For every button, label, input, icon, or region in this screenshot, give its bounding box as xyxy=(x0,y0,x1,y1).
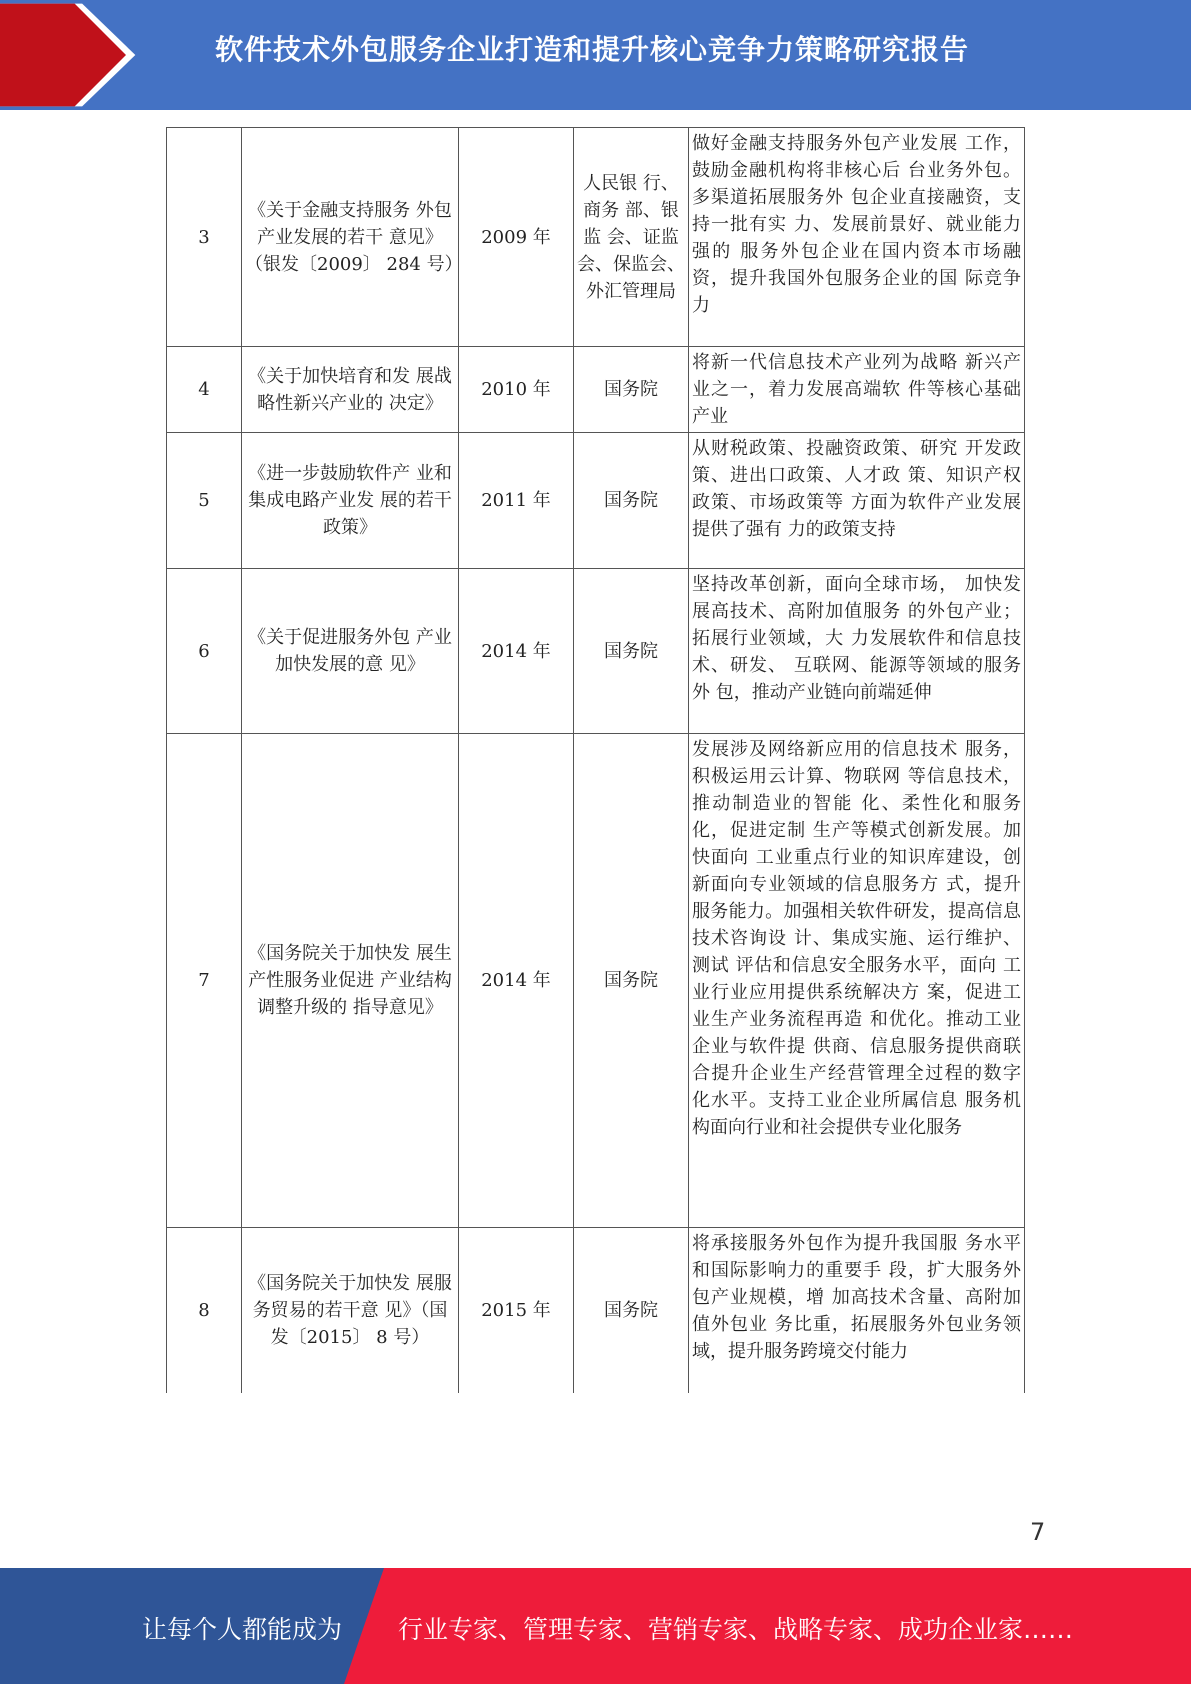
policy-year: 2011 年 xyxy=(459,433,574,569)
policy-table xyxy=(166,127,1025,1393)
table-row xyxy=(167,1228,1025,1393)
table-row xyxy=(167,433,1025,569)
policy-content: 将承接服务外包作为提升我国服 务水平和国际影响力的重要手 段，扩大服务外包产业规模，增 加高技术含量、高附加值外包业 务比重，拓展服务外包业务领 域，提升服务跨境交付能力 xyxy=(689,1228,1025,1393)
policy-issuer: 人民银 行、商务 部、银监 会、证监会、保监会、外汇管理局 xyxy=(574,128,689,347)
policy-title: 《关于金融支持服务 外包产业发展的若干 意见》（银发〔2009〕 284 号） xyxy=(242,128,459,347)
document-title: 软件技术外包服务企业打造和提升核心竞争力策略研究报告 xyxy=(215,33,970,66)
header-arrow-decoration xyxy=(0,0,140,110)
policy-content: 将新一代信息技术产业列为战略 新兴产业之一，着力发展高端软 件等核心基础产业 xyxy=(689,347,1025,433)
table-row xyxy=(167,569,1025,734)
policy-content: 从财税政策、投融资政策、研究 开发政策、进出口政策、人才政 策、知识产权政策、市场政策等 方面为软件产业发展提供了强有 力的政策支持 xyxy=(689,433,1025,569)
page-number: 7 xyxy=(1030,1518,1046,1546)
footer-slogan-roles: 行业专家、管理专家、营销专家、战略专家、成功企业家…… xyxy=(398,1615,1074,1644)
footer-slogan-lead: 让每个人都能成为 xyxy=(142,1615,343,1644)
policy-issuer: 国务院 xyxy=(574,347,689,433)
policy-issuer: 国务院 xyxy=(574,1228,689,1393)
policy-year: 2009 年 xyxy=(459,128,574,347)
row-number: 7 xyxy=(167,734,242,1228)
policy-issuer: 国务院 xyxy=(574,734,689,1228)
page-header xyxy=(0,0,1191,110)
row-number: 3 xyxy=(167,128,242,347)
table-row xyxy=(167,128,1025,347)
policy-title: 《关于促进服务外包 产业加快发展的意 见》 xyxy=(242,569,459,734)
row-number: 6 xyxy=(167,569,242,734)
row-number: 4 xyxy=(167,347,242,433)
policy-issuer: 国务院 xyxy=(574,569,689,734)
policy-year: 2014 年 xyxy=(459,569,574,734)
policy-title: 《国务院关于加快发 展生产性服务业促进 产业结构调整升级的 指导意见》 xyxy=(242,734,459,1228)
policy-content: 发展涉及网络新应用的信息技术 服务，积极运用云计算、物联网 等信息技术，推动制造业的智能 化、柔性化和服务化，促进定制 生产等模式创新发展。加快面向 工业重点行业的知识库建设，创 新面向专业领域的信息服务方 式，提升服务能力。加强相关软件研发，提高信息技术咨询设 计、集成实施、运行维护、测试 评估和信息安全服务水平，面向 工业行业应用提供系统解决方 案，促进工业生产业务流程再造 和优化。推动工业企业与软件提 供商、信息服务提供商联合提升企业生产经营管理全过程的数字 化水平。支持工业企业所属信息 服务机构面向行业和社会提供专业化服务 xyxy=(689,734,1025,1228)
table-row xyxy=(167,734,1025,1228)
policy-content: 做好金融支持服务外包产业发展 工作，鼓励金融机构将非核心后 台业务外包。多渠道拓展服务外 包企业直接融资，支持一批有实 力、发展前景好、就业能力强的 服务外包企业在国内资本市场融 资，提升我国外包服务企业的国 际竞争力 xyxy=(689,128,1025,347)
policy-year: 2015 年 xyxy=(459,1228,574,1393)
page-footer xyxy=(0,1568,1191,1684)
policy-title: 《进一步鼓励软件产 业和集成电路产业发 展的若干政策》 xyxy=(242,433,459,569)
policy-title: 《国务院关于加快发 展服务贸易的若干意 见》（国发〔2015〕 8 号） xyxy=(242,1228,459,1393)
row-number: 5 xyxy=(167,433,242,569)
policy-year: 2014 年 xyxy=(459,734,574,1228)
policy-issuer: 国务院 xyxy=(574,433,689,569)
policy-content: 坚持改革创新，面向全球市场， 加快发展高技术、高附加值服务 的外包产业；拓展行业领域，大 力发展软件和信息技术、研发、 互联网、能源等领域的服务外 包，推动产业链向前端延伸 xyxy=(689,569,1025,734)
policy-title: 《关于加快培育和发 展战略性新兴产业的 决定》 xyxy=(242,347,459,433)
table-row xyxy=(167,347,1025,433)
policy-year: 2010 年 xyxy=(459,347,574,433)
row-number: 8 xyxy=(167,1228,242,1393)
